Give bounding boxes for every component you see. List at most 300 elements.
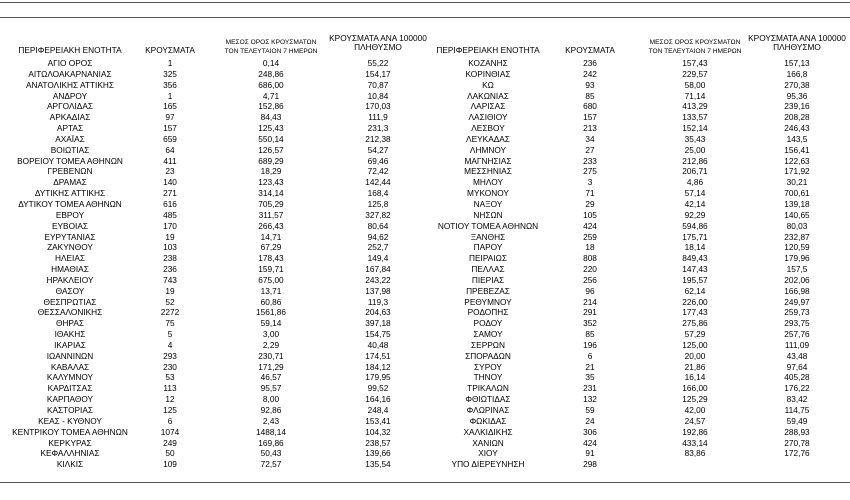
right-cases-cell: 352 (583, 318, 597, 329)
left-region-cell: ΕΒΡΟΥ (55, 209, 85, 220)
table-row (0, 448, 850, 459)
table-row (0, 166, 850, 177)
right-cases-cell: 291 (583, 307, 597, 318)
right-cases-cell: 214 (583, 296, 597, 307)
right-cases-cell: 29 (585, 198, 595, 209)
table-row (0, 275, 850, 286)
header-per100k-right-1: ΚΡΟΥΣΜΑΤΑ ΑΝΑ 100000 (748, 33, 846, 43)
left-per100k-cell: 94,62 (367, 231, 389, 242)
right-per100k-cell: 140,65 (784, 209, 810, 220)
right-cases-cell: 236 (583, 58, 597, 68)
right-avg-cell: 433,14 (682, 437, 708, 448)
left-avg-cell: 1488,14 (256, 426, 286, 437)
right-avg-cell: 57,29 (684, 329, 706, 340)
right-avg-cell: 594,86 (682, 220, 708, 231)
left-avg-cell: 311,57 (258, 209, 284, 220)
right-per100k-cell: 120,59 (784, 242, 810, 253)
right-avg-cell: 152,14 (682, 123, 708, 134)
left-avg-cell: 686,00 (258, 79, 284, 90)
left-per100k-cell: 69,46 (367, 155, 389, 166)
table-row (0, 123, 850, 134)
right-cases-cell: 256 (583, 274, 597, 285)
table-row (0, 145, 850, 156)
right-per100k-cell: 95,36 (786, 90, 808, 101)
left-region-cell: ΑΧΑΪΑΣ (55, 133, 85, 144)
right-per100k-cell: 97,64 (786, 361, 808, 372)
right-avg-cell: 71,14 (684, 90, 706, 101)
left-avg-cell: 84,43 (260, 112, 282, 123)
table-row (0, 156, 850, 167)
right-avg-cell: 42,14 (684, 198, 706, 209)
left-region-cell: ΖΑΚΥΝΘΟΥ (47, 242, 93, 253)
right-region-cell: ΝΑΞΟΥ (473, 198, 503, 209)
right-region-cell: ΧΙΟΥ (478, 448, 498, 459)
right-per100k-cell: 700,61 (784, 188, 810, 199)
left-cases-cell: 125 (163, 405, 177, 415)
right-avg-cell: 195,57 (682, 274, 708, 285)
left-cases-cell: 249 (163, 437, 177, 448)
left-cases-cell: 6 (167, 415, 173, 426)
left-cases-cell: 411 (163, 155, 177, 166)
left-region-cell: ΘΑΣΟΥ (55, 285, 85, 296)
left-cases-cell: 64 (165, 144, 175, 155)
left-avg-cell: 314,14 (258, 188, 284, 199)
table-row (0, 383, 850, 394)
left-cases-cell: 4 (167, 339, 173, 350)
header-per100k-left-1: ΚΡΟΥΣΜΑΤΑ ΑΝΑ 100000 (329, 33, 427, 43)
left-cases-cell: 19 (165, 285, 175, 296)
left-region-cell: ΙΚΑΡΙΑΣ (54, 339, 86, 350)
right-per100k-cell: 405,28 (784, 372, 810, 383)
left-cases-cell: 230 (163, 361, 177, 372)
left-per100k-cell: 55,22 (367, 58, 389, 68)
header-avg-left-1: ΜΕΣΟΣ ΟΡΟΣ ΚΡΟΥΣΜΑΤΩΝ (225, 39, 317, 46)
right-per100k-cell: 171,92 (784, 166, 810, 177)
table-row (0, 329, 850, 340)
left-cases-cell: 2272 (160, 307, 180, 318)
table-row (0, 427, 850, 438)
left-avg-cell: 705,29 (258, 198, 284, 209)
table-row (0, 58, 850, 69)
left-region-cell: ΕΥΡΥΤΑΝΙΑΣ (44, 231, 96, 242)
left-region-cell: ΘΕΣΠΡΩΤΙΑΣ (43, 296, 97, 307)
right-region-cell: ΚΩ (482, 79, 494, 90)
table-row (0, 101, 850, 112)
left-per100k-cell: 154,75 (365, 329, 391, 340)
right-per100k-cell: 288,93 (784, 426, 810, 437)
left-avg-cell: 2,29 (262, 339, 280, 350)
right-avg-cell: 42,00 (684, 405, 706, 415)
right-region-cell: ΞΑΝΘΗΣ (470, 231, 506, 242)
left-per100k-cell: 238,57 (365, 437, 391, 448)
left-avg-cell: 152,86 (258, 101, 284, 112)
right-region-cell: ΜΥΚΟΝΟΥ (467, 188, 509, 199)
header-per100k-left-2: ΠΛΗΘΥΣΜΟ (354, 42, 402, 52)
left-avg-cell: 2,43 (262, 415, 280, 426)
right-avg-cell: 226,00 (682, 296, 708, 307)
right-avg-cell: 175,71 (682, 231, 708, 242)
table-row (0, 416, 850, 427)
right-avg-cell: 212,86 (682, 155, 708, 166)
right-cases-cell: 91 (585, 448, 595, 459)
left-region-cell: ΚΕΑΣ - ΚΥΘΝΟΥ (38, 415, 102, 426)
right-cases-cell: 85 (585, 329, 595, 340)
right-avg-cell: 25,00 (684, 144, 706, 155)
left-cases-cell: 97 (165, 112, 175, 123)
left-region-cell: ΚΙΛΚΙΣ (56, 459, 84, 470)
left-region-cell: ΒΟΡΕΙΟΥ ΤΟΜΕΑ ΑΘΗΝΩΝ (17, 155, 123, 166)
left-region-cell: ΗΛΕΙΑΣ (54, 253, 86, 264)
left-region-cell: ΑΝΔΡΟΥ (52, 90, 88, 101)
left-region-cell: ΚΕΝΤΡΙΚΟΥ ΤΟΜΕΑ ΑΘΗΝΩΝ (12, 426, 128, 437)
left-per100k-cell: 252,7 (367, 242, 389, 253)
right-cases-cell: 35 (585, 372, 595, 383)
left-per100k-cell: 179,95 (365, 372, 391, 383)
right-region-cell: ΤΡΙΚΑΛΩΝ (467, 383, 509, 394)
right-cases-cell: 196 (583, 339, 597, 350)
left-avg-cell: 550,14 (258, 133, 284, 144)
right-avg-cell: 157,43 (682, 58, 708, 68)
bottom-rule (0, 482, 850, 483)
right-region-cell: ΛΑΣΙΘΙΟΥ (468, 112, 508, 123)
right-region-cell: ΧΑΛΚΙΔΙΚΗΣ (463, 426, 513, 437)
left-region-cell: ΚΑΡΔΙΤΣΑΣ (47, 383, 93, 394)
right-region-cell: ΥΠΟ ΔΙΕΡΕΥΝΗΣΗ (451, 459, 525, 470)
right-cases-cell: 6 (587, 350, 593, 361)
left-region-cell: ΑΓΙΟ ΟΡΟΣ (47, 58, 93, 68)
left-cases-cell: 52 (165, 296, 175, 307)
left-region-cell: ΔΥΤΙΚΟΥ ΤΟΜΕΑ ΑΘΗΝΩΝ (18, 198, 122, 209)
right-region-cell: ΝΟΤΙΟΥ ΤΟΜΕΑ ΑΘΗΝΩΝ (437, 220, 539, 231)
left-region-cell: ΕΥΒΟΙΑΣ (51, 220, 89, 231)
left-cases-cell: 157 (163, 123, 177, 134)
top-rule (0, 2, 850, 3)
left-avg-cell: 50,43 (260, 448, 282, 459)
right-cases-cell: 231 (583, 383, 597, 394)
right-cases-cell: 105 (583, 209, 597, 220)
left-avg-cell: 67,29 (260, 242, 282, 253)
right-region-cell: ΠΕΛΛΑΣ (471, 264, 505, 275)
right-cases-cell: 424 (583, 220, 597, 231)
left-avg-cell: 72,57 (260, 459, 282, 470)
table-row (0, 459, 850, 470)
right-per100k-cell: 179,96 (784, 253, 810, 264)
right-avg-cell: 58,00 (684, 79, 706, 90)
left-avg-cell: 0,14 (262, 58, 280, 68)
header-avg-right-2: ΤΟΝ ΤΕΛΕΥΤΑΙΟΝ 7 ΗΜΕΡΩΝ (648, 48, 742, 55)
right-per100k-cell: 143,5 (786, 133, 808, 144)
right-region-cell: ΠΑΡΟΥ (473, 242, 503, 253)
left-region-cell: ΙΩΑΝΝΙΝΩΝ (46, 350, 94, 361)
left-cases-cell: 238 (163, 253, 177, 264)
right-per100k-cell: 122,63 (784, 155, 810, 166)
table-row (0, 297, 850, 308)
right-avg-cell: 275,86 (682, 318, 708, 329)
right-per100k-cell: 80,03 (786, 220, 808, 231)
left-per100k-cell: 111,9 (368, 112, 388, 123)
right-cases-cell: 680 (583, 101, 597, 112)
right-per100k-cell: 172,76 (784, 448, 810, 459)
right-avg-cell: 177,43 (682, 307, 708, 318)
right-region-cell: ΜΑΓΝΗΣΙΑΣ (464, 155, 512, 166)
right-region-cell: ΣΕΡΡΩΝ (471, 339, 505, 350)
right-region-cell: ΛΑΡΙΣΑΣ (470, 101, 506, 112)
header-cases-right: ΚΡΟΥΣΜΑΤΑ (565, 45, 615, 55)
table-row (0, 112, 850, 123)
right-avg-cell: 35,43 (684, 133, 706, 144)
left-cases-cell: 103 (163, 242, 177, 253)
right-avg-cell: 229,57 (682, 68, 708, 79)
right-region-cell: ΛΕΣΒΟΥ (471, 123, 505, 134)
right-cases-cell: 242 (583, 68, 597, 79)
table-row (0, 242, 850, 253)
table-row (0, 307, 850, 318)
left-per100k-cell: 167,84 (365, 264, 391, 275)
left-per100k-cell: 125,8 (367, 198, 389, 209)
left-avg-cell: 46,57 (260, 372, 282, 383)
left-per100k-cell: 139,66 (365, 448, 391, 459)
right-avg-cell: 21,86 (684, 361, 706, 372)
right-per100k-cell: 208,28 (784, 112, 810, 123)
table-row (0, 264, 850, 275)
right-avg-cell: 92,29 (684, 209, 706, 220)
left-region-cell: ΒΟΙΩΤΙΑΣ (50, 144, 90, 155)
left-per100k-cell: 137,98 (365, 285, 391, 296)
left-cases-cell: 743 (163, 274, 177, 285)
right-avg-cell: 20,00 (684, 350, 706, 361)
header-region-right: ΠΕΡΙΦΕΡΕΙΑΚΗ ΕΝΟΤΗΤΑ (436, 45, 540, 55)
right-avg-cell: 125,00 (682, 339, 708, 350)
left-avg-cell: 1561,86 (256, 307, 286, 318)
left-per100k-cell: 135,54 (365, 459, 391, 470)
left-per100k-cell: 142,44 (365, 177, 391, 188)
left-cases-cell: 293 (163, 350, 177, 361)
left-avg-cell: 14,71 (260, 231, 282, 242)
right-region-cell: ΜΗΛΟΥ (473, 177, 503, 188)
left-cases-cell: 19 (165, 231, 175, 242)
left-region-cell: ΑΡΤΑΣ (56, 123, 84, 134)
right-region-cell: ΦΩΚΙΔΑΣ (469, 415, 507, 426)
left-region-cell: ΚΑΛΥΜΝΟΥ (46, 372, 94, 383)
left-avg-cell: 248,86 (258, 68, 284, 79)
left-avg-cell: 675,00 (258, 274, 284, 285)
right-region-cell: ΤΗΝΟΥ (473, 372, 503, 383)
left-region-cell: ΚΕΡΚΥΡΑΣ (48, 437, 92, 448)
right-region-cell: ΧΑΝΙΩΝ (472, 437, 504, 448)
right-region-cell: ΝΗΣΩΝ (473, 209, 503, 220)
left-avg-cell: 60,86 (260, 296, 282, 307)
right-avg-cell: 125,29 (682, 394, 708, 405)
left-cases-cell: 75 (165, 318, 175, 329)
right-cases-cell: 259 (583, 231, 597, 242)
table-row (0, 69, 850, 80)
left-cases-cell: 113 (163, 383, 177, 394)
left-avg-cell: 95,57 (260, 383, 282, 394)
left-region-cell: ΑΙΤΩΛΟΑΚΑΡΝΑΝΙΑΣ (28, 68, 112, 79)
table-row (0, 362, 850, 373)
right-cases-cell: 59 (585, 405, 595, 415)
left-avg-cell: 159,71 (258, 264, 284, 275)
left-avg-cell: 171,29 (258, 361, 284, 372)
header-per100k-right-2: ΠΛΗΘΥΣΜΟ (773, 42, 821, 52)
right-cases-cell: 808 (583, 253, 597, 264)
right-region-cell: ΡΕΘΥΜΝΟΥ (464, 296, 512, 307)
left-avg-cell: 59,14 (260, 318, 282, 329)
right-per100k-cell: 111,09 (784, 339, 810, 350)
left-per100k-cell: 99,52 (367, 383, 389, 394)
right-per100k-cell: 83,42 (786, 394, 808, 405)
right-region-cell: ΚΟΡΙΝΘΙΑΣ (465, 68, 511, 79)
left-region-cell: ΚΑΡΠΑΘΟΥ (46, 394, 94, 405)
right-cases-cell: 71 (585, 188, 595, 199)
left-per100k-cell: 119,3 (367, 296, 389, 307)
left-cases-cell: 50 (165, 448, 175, 459)
left-per100k-cell: 170,03 (365, 101, 391, 112)
right-region-cell: ΛΗΜΝΟΥ (469, 144, 507, 155)
left-per100k-cell: 231,3 (367, 123, 389, 134)
header-avg-right-1: ΜΕΣΟΣ ΟΡΟΣ ΚΡΟΥΣΜΑΤΩΝ (649, 39, 741, 46)
right-per100k-cell: 166,8 (786, 68, 808, 79)
right-region-cell: ΠΕΙΡΑΙΩΣ (469, 253, 507, 264)
right-avg-cell: 147,43 (682, 264, 708, 275)
left-avg-cell: 13,71 (260, 285, 282, 296)
left-cases-cell: 109 (163, 459, 177, 470)
right-per100k-cell: 157,5 (786, 264, 808, 275)
left-cases-cell: 1074 (160, 426, 180, 437)
right-cases-cell: 85 (585, 90, 595, 101)
right-cases-cell: 34 (585, 133, 595, 144)
table-row (0, 253, 850, 264)
right-avg-cell: 133,57 (682, 112, 708, 123)
table-row (0, 351, 850, 362)
left-cases-cell: 236 (163, 264, 177, 275)
left-per100k-cell: 243,22 (365, 274, 391, 285)
left-avg-cell: 266,43 (258, 220, 284, 231)
right-per100k-cell: 176,22 (784, 383, 810, 394)
right-avg-cell: 62,14 (684, 285, 706, 296)
left-avg-cell: 123,43 (258, 177, 284, 188)
left-cases-cell: 659 (163, 133, 177, 144)
right-per100k-cell: 246,43 (784, 123, 810, 134)
table-row (0, 188, 850, 199)
right-cases-cell: 27 (585, 144, 595, 155)
left-cases-cell: 140 (163, 177, 177, 188)
right-per100k-cell: 156,41 (784, 144, 810, 155)
left-region-cell: ΗΜΑΘΙΑΣ (51, 264, 89, 275)
right-avg-cell: 57,14 (684, 188, 706, 199)
left-region-cell: ΙΘΑΚΗΣ (54, 329, 86, 340)
left-cases-cell: 325 (163, 68, 177, 79)
table-row (0, 232, 850, 243)
right-per100k-cell: 43,48 (786, 350, 808, 361)
right-avg-cell: 166,00 (682, 383, 708, 394)
right-cases-cell: 24 (585, 415, 595, 426)
right-region-cell: ΣΠΟΡΑΔΩΝ (465, 350, 511, 361)
left-region-cell: ΑΝΑΤΟΛΙΚΗΣ ΑΤΤΙΚΗΣ (25, 79, 115, 90)
right-cases-cell: 3 (587, 177, 593, 188)
left-per100k-cell: 174,51 (365, 350, 391, 361)
left-per100k-cell: 40,48 (367, 339, 389, 350)
right-region-cell: ΛΑΚΩΝΙΑΣ (467, 90, 509, 101)
right-region-cell: ΛΕΥΚΑΔΑΣ (466, 133, 510, 144)
left-region-cell: ΚΑΣΤΟΡΙΑΣ (46, 405, 94, 415)
table-row (0, 91, 850, 102)
table-row (0, 286, 850, 297)
left-per100k-cell: 168,4 (367, 188, 389, 199)
right-cases-cell: 132 (583, 394, 597, 405)
right-region-cell: ΠΡΕΒΕΖΑΣ (466, 285, 510, 296)
right-cases-cell: 275 (583, 166, 597, 177)
right-cases-cell: 96 (585, 285, 595, 296)
left-avg-cell: 230,71 (258, 350, 284, 361)
right-region-cell: ΦΘΙΩΤΙΔΑΣ (465, 394, 511, 405)
left-avg-cell: 18,29 (260, 166, 282, 177)
left-region-cell: ΓΡΕΒΕΝΩΝ (47, 166, 93, 177)
right-per100k-cell: 139,18 (784, 198, 810, 209)
table-row (0, 80, 850, 91)
right-avg-cell: 4,86 (686, 177, 704, 188)
left-per100k-cell: 54,27 (367, 144, 389, 155)
left-per100k-cell: 72,42 (367, 166, 389, 177)
left-cases-cell: 485 (163, 209, 177, 220)
left-per100k-cell: 10,84 (367, 90, 389, 101)
right-per100k-cell: 30,21 (786, 177, 808, 188)
left-region-cell: ΘΗΡΑΣ (55, 318, 85, 329)
left-region-cell: ΑΡΓΟΛΙΔΑΣ (47, 101, 93, 112)
left-cases-cell: 53 (165, 372, 175, 383)
left-avg-cell: 8,00 (262, 394, 280, 405)
left-per100k-cell: 397,18 (365, 318, 391, 329)
left-cases-cell: 616 (163, 198, 177, 209)
right-avg-cell: 18,14 (684, 242, 706, 253)
header-avg-left-2: ΤΟΝ ΤΕΛΕΥΤΑΙΟΝ 7 ΗΜΕΡΩΝ (224, 48, 318, 55)
left-region-cell: ΑΡΚΑΔΙΑΣ (49, 112, 91, 123)
header-top-rule (0, 17, 850, 18)
left-per100k-cell: 184,12 (365, 361, 391, 372)
right-cases-cell: 424 (583, 437, 597, 448)
right-region-cell: ΜΕΣΣΗΝΙΑΣ (464, 166, 512, 177)
right-region-cell: ΠΙΕΡΙΑΣ (471, 274, 505, 285)
right-avg-cell: 206,71 (682, 166, 708, 177)
table-row (0, 134, 850, 145)
table-row (0, 372, 850, 383)
right-avg-cell: 849,43 (682, 253, 708, 264)
left-avg-cell: 3,00 (262, 329, 280, 340)
right-per100k-cell: 270,78 (784, 437, 810, 448)
left-per100k-cell: 248,4 (367, 405, 389, 415)
left-per100k-cell: 153,41 (365, 415, 391, 426)
right-cases-cell: 220 (583, 264, 597, 275)
table-row (0, 394, 850, 405)
left-region-cell: ΚΕΦΑΛΛΗΝΙΑΣ (40, 448, 100, 459)
left-avg-cell: 689,29 (258, 155, 284, 166)
left-per100k-cell: 327,82 (365, 209, 391, 220)
right-avg-cell: 24,57 (684, 415, 706, 426)
left-per100k-cell: 70,87 (367, 79, 389, 90)
left-per100k-cell: 204,63 (365, 307, 391, 318)
table-row (0, 405, 850, 416)
right-region-cell: ΡΟΔΟΠΗΣ (467, 307, 509, 318)
left-region-cell: ΔΥΤΙΚΗΣ ΑΤΤΙΚΗΣ (34, 188, 106, 199)
right-region-cell: ΣΥΡΟΥ (474, 361, 502, 372)
right-region-cell: ΣΑΜΟΥ (473, 329, 503, 340)
table-header (0, 28, 850, 58)
table-row (0, 318, 850, 329)
right-per100k-cell: 202,06 (784, 274, 810, 285)
right-avg-cell: 413,29 (682, 101, 708, 112)
left-cases-cell: 170 (163, 220, 177, 231)
right-per100k-cell: 259,73 (784, 307, 810, 318)
